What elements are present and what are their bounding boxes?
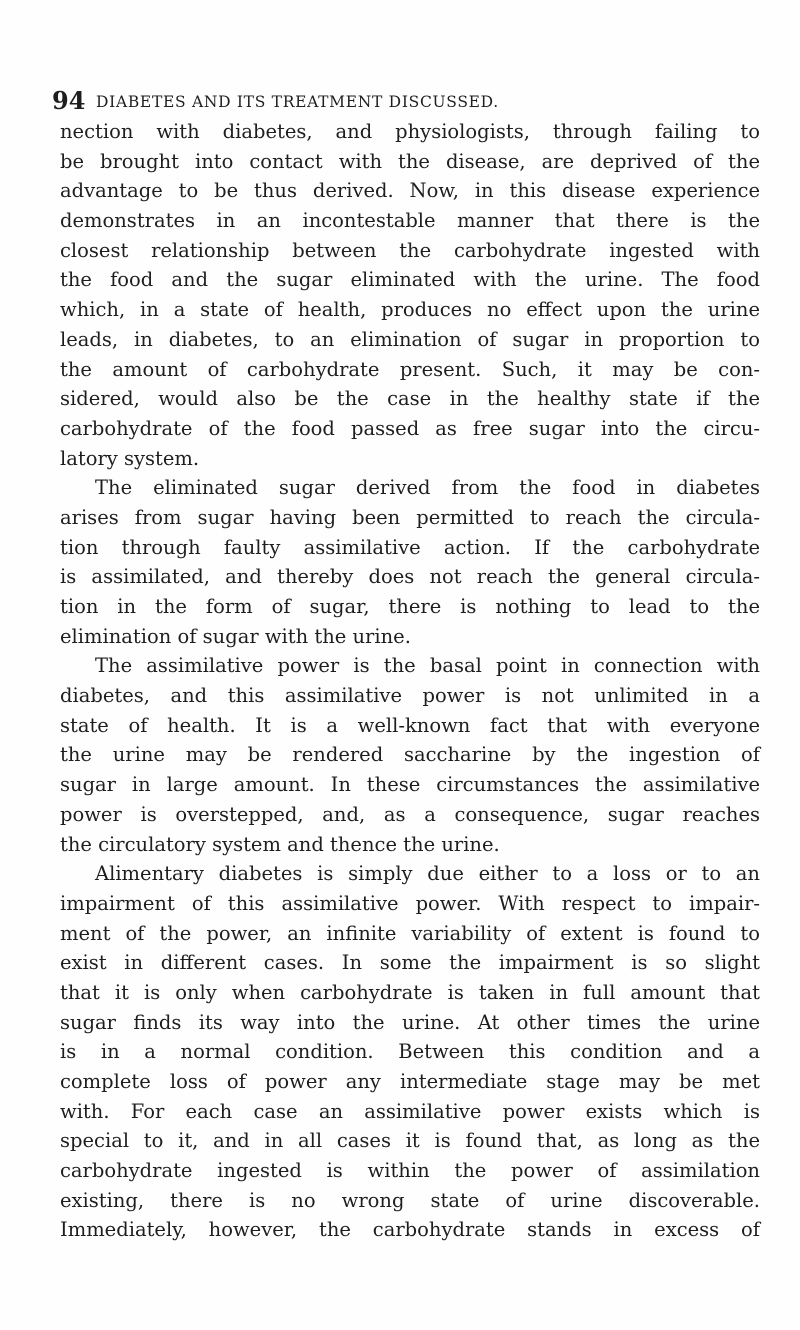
text-line: diabetes, and this assimilative power is not unlimited in a [60,684,760,708]
text-line: the food and the sugar eliminated with the urine. The food [60,268,760,292]
text-line: be brought into contact with the disease, are deprived of the [60,149,760,173]
text-line: carbohydrate ingested is within the power of assimilation [60,1159,760,1183]
page-number: 94 [52,86,86,115]
text-line: which, in a state of health, produces no effect upon the urine [60,298,760,322]
text-line: complete loss of power any intermediate stage may be met [60,1070,760,1093]
text-line: is assimilated, and thereby does not reach the general circula- [60,565,760,589]
text-line: latory system. [60,446,200,470]
text-line: impairment of this assimilative power. With respect to impair- [60,891,760,915]
text-line: advantage to be thus derived. Now, in this disease experience [60,179,760,203]
text-line: special to it, and in all cases it is found that, as long as the [60,1129,760,1153]
body-text [60,117,760,1245]
text-line: sugar in large amount. In these circumstances the assimilative [60,773,760,797]
text-line: closest relationship between the carbohydrate ingested with [60,238,760,262]
text-line: tion in the form of sugar, there is nothing to lead to the [60,595,760,618]
text-line: carbohydrate of the food passed as free sugar into the circu- [60,416,760,440]
text-line: arises from sugar having been permitted to reach the circula- [60,505,760,529]
text-line: demonstrates in an incontestable manner that there is the [60,209,760,233]
text-line: is in a normal condition. Between this condition and a [60,1040,760,1064]
text-line: The eliminated sugar derived from the food in diabetes [95,476,760,500]
text-line: state of health. It is a well-known fact that with everyone [60,713,760,737]
text-line: leads, in diabetes, to an elimination of sugar in proportion to [60,327,760,351]
text-line: Alimentary diabetes is simply due either to a loss or to an [95,862,760,886]
text-line: tion through faulty assimilative action. If the carbohydrate [60,535,760,559]
text-line: Immediately, however, the carbohydrate stands in excess of [60,1218,760,1242]
text-line: power is overstepped, and, as a consequence, sugar reaches [60,802,760,826]
text-line: The assimilative power is the basal point in connection with [95,654,760,678]
text-line: existing, there is no wrong state of urine discoverable. [60,1188,760,1212]
text-line: exist in different cases. In some the impairment is so slight [60,951,760,975]
text-line: sidered, would also be the case in the healthy state if the [60,387,760,411]
text-line: with. For each case an assimilative power exists which is [60,1099,760,1123]
text-line: the urine may be rendered saccharine by the ingestion of [60,743,760,767]
text-line: that it is only when carbohydrate is taken in full amount that [60,980,760,1004]
text-line: sugar finds its way into the urine. At other times the urine [60,1010,760,1034]
page-header [52,86,692,116]
text-line: elimination of sugar with the urine. [60,624,411,648]
text-line: ment of the power, an infinite variability of extent is found to [60,921,760,945]
running-head: DIABETES AND ITS TREATMENT DISCUSSED. [96,93,499,111]
text-line: the circulatory system and thence the urine. [60,832,500,856]
text-line: the amount of carbohydrate present. Such, it may be con- [60,357,760,381]
text-line: nection with diabetes, and physiologists, through failing to [60,120,760,143]
